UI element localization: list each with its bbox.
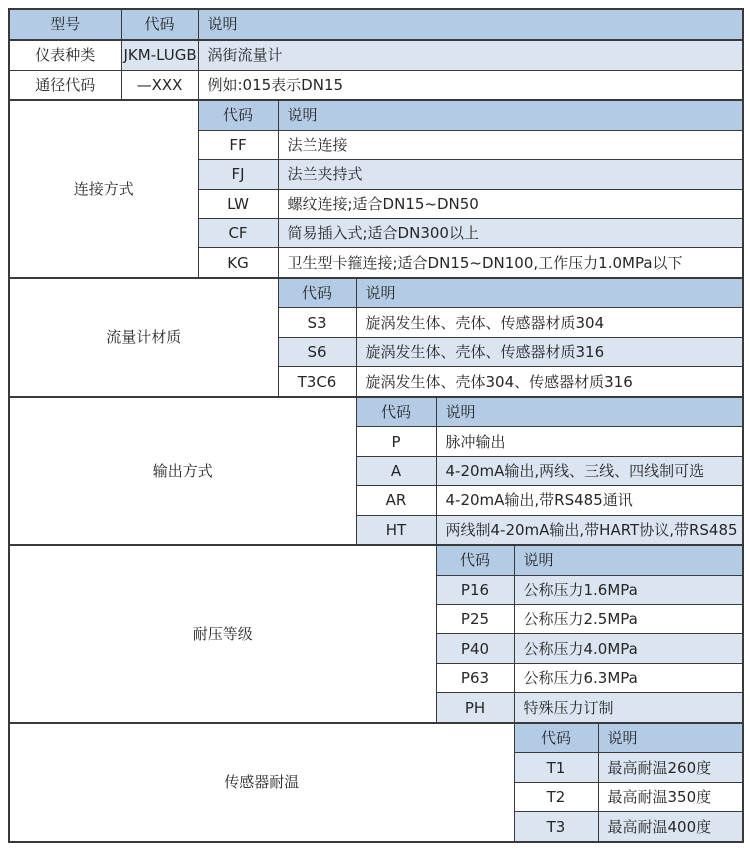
nested-col-header-code: 代码 <box>436 545 514 575</box>
code-cell: —XXX <box>121 70 198 100</box>
section-header-row-pressure <box>9 545 743 575</box>
desc-cell: 法兰夹持式 <box>278 160 743 189</box>
desc-cell: 公称压力2.5MPa <box>514 605 743 634</box>
desc-cell: 公称压力6.3MPa <box>514 663 743 692</box>
row-label: 通径代码 <box>9 70 121 100</box>
desc-cell: 卫生型卡箍连接;适合DN15~DN100,工作压力1.0MPa以下 <box>278 248 743 278</box>
code-cell: T1 <box>514 753 598 782</box>
code-cell: P63 <box>436 663 514 692</box>
code-cell: CF <box>198 218 278 247</box>
col-header-code: 代码 <box>121 9 198 40</box>
desc-cell: 4-20mA输出,两线、三线、四线制可选 <box>436 456 743 485</box>
desc-cell: 旋涡发生体、壳体304、传感器材质316 <box>356 367 743 397</box>
col-header-model: 型号 <box>9 9 121 40</box>
code-cell: P25 <box>436 605 514 634</box>
desc-cell: 涡街流量计 <box>198 40 743 70</box>
nested-col-header-desc: 说明 <box>278 100 743 130</box>
row-label: 仪表种类 <box>9 40 121 70</box>
section-label-output: 输出方式 <box>9 397 356 545</box>
code-cell: FJ <box>198 160 278 189</box>
table-row-instrument-type <box>9 40 743 70</box>
desc-cell: 例如:015表示DN15 <box>198 70 743 100</box>
desc-cell: 旋涡发生体、壳体、传感器材质304 <box>356 308 743 337</box>
desc-cell: 最高耐温260度 <box>598 753 743 782</box>
nested-col-header-desc: 说明 <box>598 723 743 753</box>
code-cell: AR <box>356 486 436 515</box>
code-cell: S6 <box>278 337 356 366</box>
desc-cell: 公称压力1.6MPa <box>514 575 743 604</box>
code-cell: HT <box>356 515 436 545</box>
section-label-pressure: 耐压等级 <box>9 545 436 723</box>
code-cell: T2 <box>514 782 598 811</box>
code-cell: T3C6 <box>278 367 356 397</box>
table-row-diameter-code <box>9 70 743 100</box>
desc-cell: 4-20mA输出,带RS485通讯 <box>436 486 743 515</box>
col-header-desc: 说明 <box>198 9 743 40</box>
desc-cell: 螺纹连接;适合DN15~DN50 <box>278 189 743 218</box>
section-header-row-material <box>9 278 743 308</box>
desc-cell: 公称压力4.0MPa <box>514 634 743 663</box>
desc-cell: 法兰连接 <box>278 130 743 159</box>
code-cell: S3 <box>278 308 356 337</box>
code-cell: LW <box>198 189 278 218</box>
section-label-temperature: 传感器耐温 <box>9 723 514 842</box>
desc-cell: 两线制4-20mA输出,带HART协议,带RS485 <box>436 515 743 545</box>
code-cell: P16 <box>436 575 514 604</box>
nested-col-header-code: 代码 <box>514 723 598 753</box>
code-cell: T3 <box>514 812 598 842</box>
section-label-material: 流量计材质 <box>9 278 278 397</box>
desc-cell: 最高耐温350度 <box>598 782 743 811</box>
code-cell: KG <box>198 248 278 278</box>
desc-cell: 简易插入式;适合DN300以上 <box>278 218 743 247</box>
model-selection-table <box>8 8 744 843</box>
code-cell: P <box>356 427 436 456</box>
nested-col-header-desc: 说明 <box>436 397 743 427</box>
section-header-row-temperature <box>9 723 743 753</box>
section-label-connection: 连接方式 <box>9 100 198 278</box>
nested-col-header-code: 代码 <box>356 397 436 427</box>
nested-col-header-code: 代码 <box>198 100 278 130</box>
code-cell: PH <box>436 693 514 723</box>
nested-col-header-code: 代码 <box>278 278 356 308</box>
desc-cell: 脉冲输出 <box>436 427 743 456</box>
section-header-row-output <box>9 397 743 427</box>
section-header-row-connection <box>9 100 743 130</box>
code-cell: A <box>356 456 436 485</box>
desc-cell: 旋涡发生体、壳体、传感器材质316 <box>356 337 743 366</box>
nested-col-header-desc: 说明 <box>356 278 743 308</box>
desc-cell: 最高耐温400度 <box>598 812 743 842</box>
code-cell: FF <box>198 130 278 159</box>
code-cell: JKM-LUGB <box>121 40 198 70</box>
table-header-row <box>9 9 743 40</box>
desc-cell: 特殊压力订制 <box>514 693 743 723</box>
nested-col-header-desc: 说明 <box>514 545 743 575</box>
code-cell: P40 <box>436 634 514 663</box>
